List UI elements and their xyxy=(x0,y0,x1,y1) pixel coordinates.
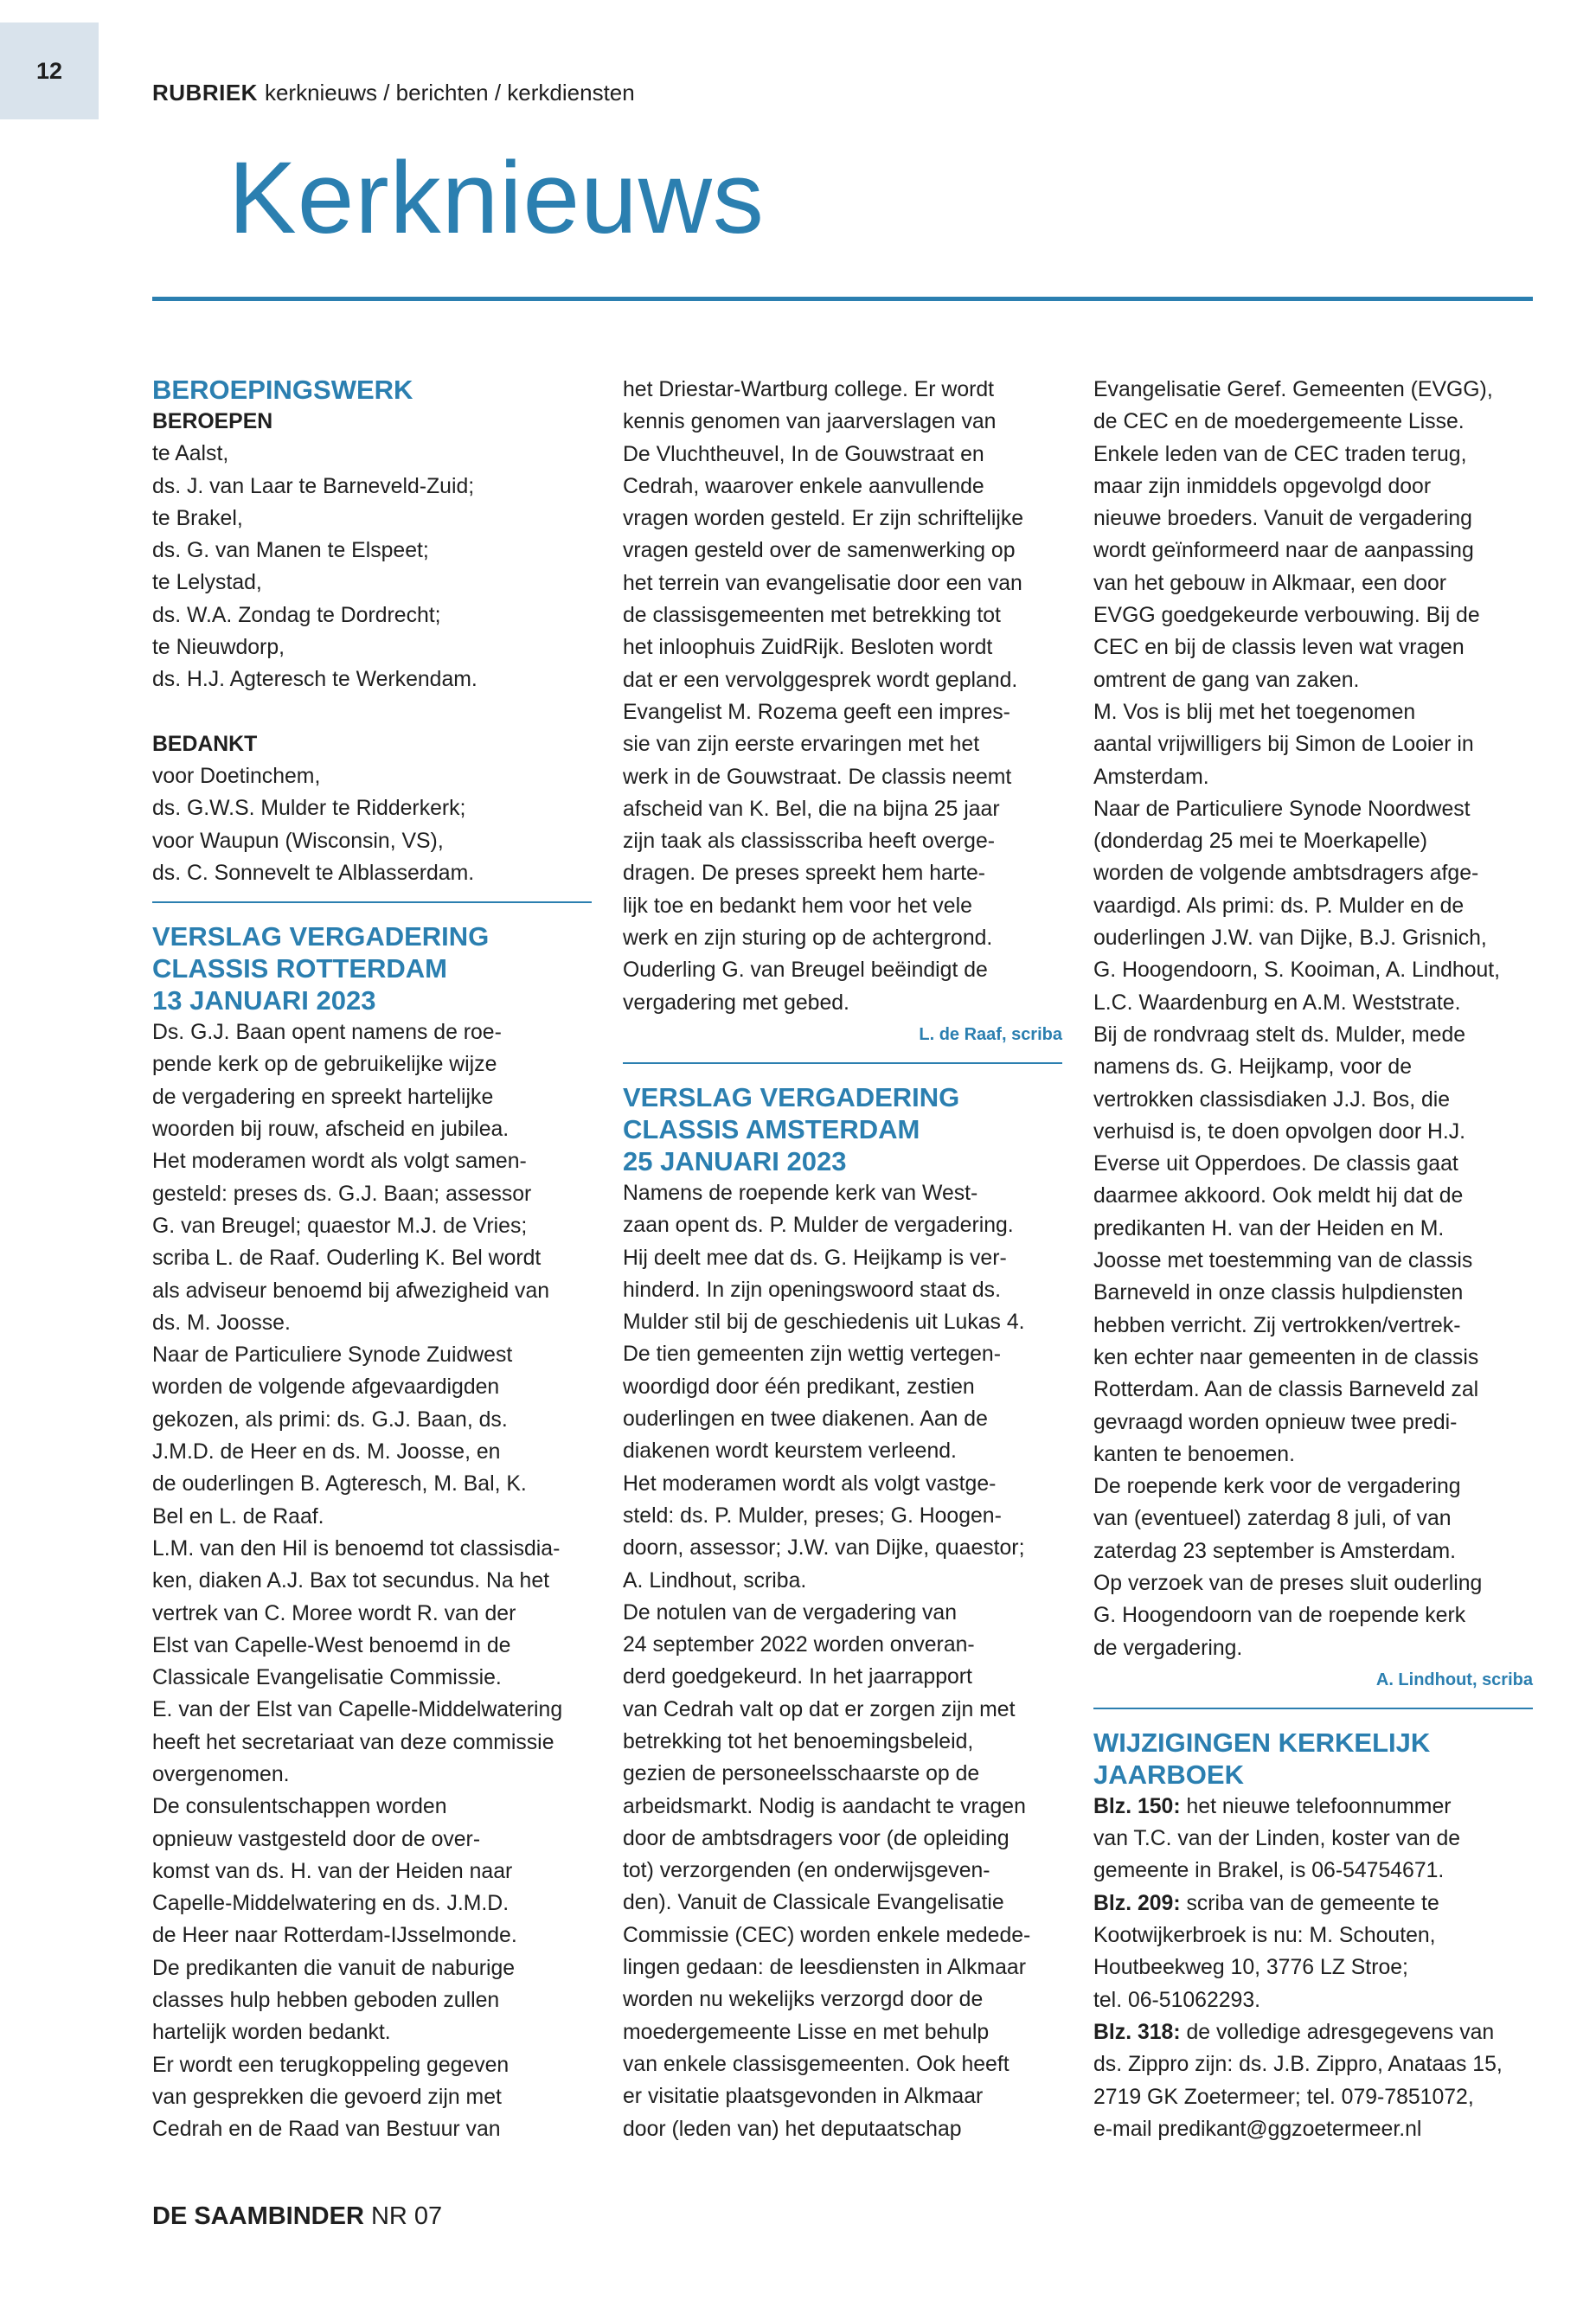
body-line: lingen gedaan: de leesdiensten in Alkmaar xyxy=(623,1956,1026,1980)
page-number: 12 xyxy=(0,22,99,119)
body-line: EVGG goedgekeurde verbouwing. Bij de xyxy=(1093,604,1480,628)
body-line: er visitatie plaatsgevonden in Alkmaar xyxy=(623,2085,984,2109)
body-line: Barneveld in onze classis hulpdiensten xyxy=(1093,1281,1464,1305)
body-line: G. Hoogendoorn van de roepende kerk xyxy=(1093,1604,1466,1628)
page-reference: Blz. 209: xyxy=(1093,1891,1181,1915)
body-line: afscheid van K. Bel, die na bijna 25 jaar xyxy=(623,797,1000,821)
body-line: hinderd. In zijn openingswoord staat ds. xyxy=(623,1278,1001,1302)
body-text: de volledige adresgegevens van xyxy=(1180,2020,1495,2044)
body-line: Mulder stil bij de geschiedenis uit Lukas 4. xyxy=(623,1311,1025,1335)
body-line: ds. M. Joosse. xyxy=(152,1311,291,1335)
body-line: daarmee akkoord. Ook meldt hij dat de xyxy=(1093,1184,1464,1208)
heading-line: JAARBOEK xyxy=(1093,1759,1244,1790)
body-line: 2719 GK Zoetermeer; tel. 079-7851072, xyxy=(1093,2085,1474,2109)
body-line: de classisgemeenten met betrekking tot xyxy=(623,604,1001,628)
body-text: scriba van de gemeente te xyxy=(1180,1891,1439,1915)
body-line: wordt geïnformeerd naar de aanpassing xyxy=(1093,539,1474,563)
page-title: Kerknieuws xyxy=(228,141,765,255)
body-line: werk en zijn sturing op de achtergrond. xyxy=(623,926,993,951)
heading-line: VERSLAG VERGADERING xyxy=(152,921,490,952)
article-body-amsterdam xyxy=(623,1177,1062,2145)
body-line: Kootwijkerbroek is nu: M. Schouten, xyxy=(1093,1924,1436,1948)
body-line: Naar de Particuliere Synode Zuidwest xyxy=(152,1343,513,1368)
body-line: hebben verricht. Zij vertrokken/vertrek- xyxy=(1093,1313,1461,1337)
page-reference: Blz. 318: xyxy=(1093,2020,1181,2044)
body-line: het terrein van evangelisatie door een van xyxy=(623,571,1022,595)
column-1 xyxy=(152,374,592,2146)
body-line: het inloophuis ZuidRijk. Besloten wordt xyxy=(623,636,993,660)
footer-magazine-issue xyxy=(152,2202,442,2231)
body-line xyxy=(1093,1888,1533,1920)
body-line: Er wordt een terugkoppeling gegeven xyxy=(152,2053,510,2077)
body-line: vergadering met gebed. xyxy=(623,990,849,1015)
column-3 xyxy=(1093,374,1533,2145)
body-line: hartelijk worden bedankt. xyxy=(152,2021,391,2045)
body-line: maar zijn inmiddels opgevolgd door xyxy=(1093,474,1432,498)
body-line: het Driestar-Wartburg college. Er wordt xyxy=(623,378,995,401)
body-line: e-mail predikant@ggzoetermeer.nl xyxy=(1093,2117,1422,2141)
body-line: J.M.D. de Heer en ds. M. Joosse, en xyxy=(152,1440,501,1465)
body-line: tot) verzorgenden (en onderwijsgeven- xyxy=(623,1859,990,1883)
body-line: gezien de personeelsschaarste op de xyxy=(623,1762,980,1786)
heading-line: CLASSIS ROTTERDAM xyxy=(152,953,447,984)
body-line: Elst van Capelle-West benoemd in de xyxy=(152,1633,511,1657)
body-line: de Heer naar Rotterdam-IJsselmonde. xyxy=(152,1924,517,1948)
body-line: aantal vrijwilligers bij Simon de Looier in xyxy=(1093,733,1474,757)
heading-verslag-amsterdam xyxy=(623,1081,1062,1177)
body-line: sie van zijn eerste ervaringen met het xyxy=(623,733,980,757)
body-line: woordigd door één predikant, zestien xyxy=(623,1375,975,1399)
body-line: De tien gemeenten zijn wettig vertegen- xyxy=(623,1343,1001,1367)
body-line: vertrokken classisdiaken J.J. Bos, die xyxy=(1093,1087,1451,1112)
body-line: moedergemeente Lisse en met behulp xyxy=(623,2020,990,2044)
body-line: Naar de Particuliere Synode Noordwest xyxy=(1093,797,1471,821)
body-line: ken echter naar gemeenten in de classis xyxy=(1093,1345,1479,1369)
body-line: Het moderamen wordt als volgt samen- xyxy=(152,1150,527,1174)
body-line: dragen. De preses spreekt hem harte- xyxy=(623,862,986,886)
wijziging-blz-318 xyxy=(1093,2016,1533,2145)
body-line: nieuwe broeders. Vanuit de vergadering xyxy=(1093,507,1472,531)
body-line xyxy=(1093,2016,1533,2048)
body-line: Enkele leden van de CEC traden terug, xyxy=(1093,442,1467,466)
magazine-name: DE SAAMBINDER xyxy=(152,2202,364,2230)
body-line: Hij deelt mee dat ds. G. Heijkamp is ver- xyxy=(623,1246,1007,1270)
list-item: voor Waupun (Wisconsin, VS), xyxy=(152,829,444,853)
body-line: zaan opent ds. P. Mulder de vergadering. xyxy=(623,1214,1014,1238)
signature-rotterdam: L. de Raaf, scriba xyxy=(919,1024,1062,1044)
heading-beroepingswerk: BEROEPINGSWERK xyxy=(152,375,413,405)
body-line: steld: ds. P. Mulder, preses; G. Hoogen- xyxy=(623,1503,1002,1528)
body-line: scriba L. de Raaf. Ouderling K. Bel wordt xyxy=(152,1247,542,1271)
body-line: betrekking tot het benoemingsbeleid, xyxy=(623,1729,974,1753)
body-line: van het gebouw in Alkmaar, een door xyxy=(1093,571,1447,595)
body-line: doorn, assessor; J.W. van Dijke, quaestor; xyxy=(623,1536,1025,1561)
body-line: dat er een vervolggesprek wordt gepland. xyxy=(623,668,1018,692)
list-item: te Aalst, xyxy=(152,442,229,466)
heading-line: 13 JANUARI 2023 xyxy=(152,985,376,1016)
body-line: De Vluchtheuvel, In de Gouwstraat en xyxy=(623,442,984,466)
subheading-bedankt: BEDANKT xyxy=(152,732,258,756)
body-line: Joosse met toestemming van de classis xyxy=(1093,1249,1473,1273)
body-line: de vergadering. xyxy=(1093,1636,1243,1660)
body-line: door de ambtsdragers voor (de opleiding xyxy=(623,1826,1010,1850)
list-item: te Brakel, xyxy=(152,506,243,530)
body-line: ds. Zippro zijn: ds. J.B. Zippro, Anataas 15, xyxy=(1093,2053,1503,2077)
body-line: worden de volgende afgevaardigden xyxy=(152,1375,500,1400)
body-line: vragen worden gesteld. Er zijn schriftelijke xyxy=(623,507,1024,531)
body-line: arbeidsmarkt. Nodig is aandacht te vragen xyxy=(623,1794,1026,1818)
body-line: A. Lindhout, scriba. xyxy=(623,1568,807,1593)
list-item: te Lelystad, xyxy=(152,571,262,595)
body-line: de ouderlingen B. Agteresch, M. Bal, K. xyxy=(152,1472,527,1497)
body-line: predikanten H. van der Heiden en M. xyxy=(1093,1216,1445,1240)
heading-verslag-rotterdam xyxy=(152,920,592,1016)
body-line: ouderlingen en twee diakenen. Aan de xyxy=(623,1407,988,1432)
page-reference: Blz. 150: xyxy=(1093,1794,1181,1818)
heading-line: 25 JANUARI 2023 xyxy=(623,1145,847,1176)
body-line: E. van der Elst van Capelle-Middelwatering xyxy=(152,1698,563,1722)
body-line: Op verzoek van de preses sluit ouderling xyxy=(1093,1571,1483,1595)
body-line: G. Hoogendoorn, S. Kooiman, A. Lindhout, xyxy=(1093,958,1501,983)
body-line: werk in de Gouwstraat. De classis neemt xyxy=(623,765,1012,789)
body-line: M. Vos is blij met het toegenomen xyxy=(1093,700,1416,724)
body-line: Houtbeekweg 10, 3776 LZ Stroe; xyxy=(1093,1956,1408,1980)
body-line: ken, diaken A.J. Bax tot secundus. Na het xyxy=(152,1569,550,1593)
heading-line: VERSLAG VERGADERING xyxy=(623,1081,960,1112)
body-line: worden de volgende ambtsdragers afge- xyxy=(1093,862,1479,886)
wijziging-blz-209 xyxy=(1093,1888,1533,2016)
list-item: voor Doetinchem, xyxy=(152,764,321,788)
body-line: gekozen, als primi: ds. G.J. Baan, ds. xyxy=(152,1407,508,1432)
body-line: van Cedrah valt op dat er zorgen zijn met xyxy=(623,1697,1016,1721)
body-line: gesteld: preses ds. G.J. Baan; assessor xyxy=(152,1182,532,1206)
body-line: ouderlingen J.W. van Dijke, B.J. Grisnich, xyxy=(1093,926,1487,951)
body-line: opnieuw vastgesteld door de over- xyxy=(152,1827,481,1851)
body-line: (donderdag 25 mei te Moerkapelle) xyxy=(1093,830,1427,854)
body-line: gevraagd worden opnieuw twee predi- xyxy=(1093,1410,1458,1434)
body-line: als adviseur benoemd bij afwezigheid van xyxy=(152,1279,550,1303)
body-line: classes hulp hebben geboden zullen xyxy=(152,1989,500,2013)
subheading-beroepen: BEROEPEN xyxy=(152,410,273,433)
body-line: Rotterdam. Aan de classis Barneveld zal xyxy=(1093,1378,1479,1402)
section-divider xyxy=(623,1062,1062,1064)
signature-amsterdam: A. Lindhout, scriba xyxy=(1375,1670,1533,1689)
body-line: vragen gesteld over de samenwerking op xyxy=(623,539,1016,563)
column-2 xyxy=(623,374,1062,2145)
body-line: woorden bij rouw, afscheid en jubilea. xyxy=(152,1118,510,1142)
body-line: 24 september 2022 worden onveran- xyxy=(623,1633,975,1657)
rubriek-label: RUBRIEK xyxy=(152,80,258,106)
body-line: Amsterdam. xyxy=(1093,765,1209,789)
body-line: De roepende kerk voor de vergadering xyxy=(1093,1475,1461,1499)
body-line: overgenomen. xyxy=(152,1762,290,1786)
body-line: Everse uit Opperdoes. De classis gaat xyxy=(1093,1152,1458,1176)
body-line: Evangelisatie Geref. Gemeenten (EVGG), xyxy=(1093,378,1493,401)
section-divider xyxy=(1093,1708,1533,1709)
bedankt-list xyxy=(152,760,592,889)
body-line: Capelle-Middelwatering en ds. J.M.D. xyxy=(152,1892,510,1916)
issue-number: NR 07 xyxy=(370,2202,443,2230)
body-line: Evangelist M. Rozema geeft een impres- xyxy=(623,700,1010,724)
section-breadcrumb xyxy=(152,80,635,106)
body-line: Classicale Evangelisatie Commissie. xyxy=(152,1666,502,1690)
body-line: Commissie (CEC) worden enkele medede- xyxy=(623,1923,1031,1947)
heading-line: WIJZIGINGEN KERKELIJK xyxy=(1093,1727,1431,1758)
body-line: verhuisd is, te doen opvolgen door H.J. xyxy=(1093,1119,1466,1144)
body-line: CEC en bij de classis leven wat vragen xyxy=(1093,636,1465,660)
body-line xyxy=(1093,1791,1533,1823)
body-line: Bel en L. de Raaf. xyxy=(152,1504,324,1529)
body-line: Bij de rondvraag stelt ds. Mulder, mede xyxy=(1093,1022,1466,1047)
body-line: zijn taak als classisscriba heeft overge- xyxy=(623,830,995,854)
rubriek-path: kerknieuws / berichten / kerkdiensten xyxy=(264,80,635,106)
body-line: door (leden van) het deputaatschap xyxy=(623,2117,962,2141)
article-body-rotterdam xyxy=(152,1016,592,2145)
body-line: van (eventueel) zaterdag 8 juli, of van xyxy=(1093,1507,1452,1531)
list-item: ds. W.A. Zondag te Dordrecht; xyxy=(152,603,441,627)
body-line: L.M. van den Hil is benoemd tot classisdia- xyxy=(152,1536,561,1561)
body-line: lijk toe en bedankt hem voor het vele xyxy=(623,894,972,918)
body-line: diakenen wordt keurstem verleend. xyxy=(623,1439,957,1464)
body-line: De predikanten die vanuit de naburige xyxy=(152,1956,516,1980)
body-line: komst van ds. H. van der Heiden naar xyxy=(152,1859,513,1883)
body-line: Ouderling G. van Breugel beëindigt de xyxy=(623,958,988,983)
heading-wijzigingen-jaarboek xyxy=(1093,1727,1533,1791)
body-line: vaardigd. Als primi: ds. P. Mulder en de xyxy=(1093,894,1465,918)
wijziging-blz-150 xyxy=(1093,1791,1533,1888)
body-line: den). Vanuit de Classicale Evangelisatie xyxy=(623,1891,1004,1915)
section-divider xyxy=(152,901,592,903)
body-line: van T.C. van der Linden, koster van de xyxy=(1093,1827,1461,1851)
body-line: pende kerk op de gebruikelijke wijze xyxy=(152,1053,497,1077)
list-item: ds. C. Sonnevelt te Alblasserdam. xyxy=(152,861,475,885)
body-line: Cedrah, waarover enkele aanvullende xyxy=(623,474,984,498)
body-line: omtrent de gang van zaken. xyxy=(1093,668,1360,692)
body-line: derd goedgekeurd. In het jaarrapport xyxy=(623,1665,972,1689)
body-line: G. van Breugel; quaestor M.J. de Vries; xyxy=(152,1214,528,1238)
body-line: Namens de roepende kerk van West- xyxy=(623,1181,978,1205)
heading-line: CLASSIS AMSTERDAM xyxy=(623,1113,920,1144)
body-line: tel. 06-51062293. xyxy=(1093,1988,1261,2012)
body-line: de CEC en de moedergemeente Lisse. xyxy=(1093,410,1465,434)
body-line: De notulen van de vergadering van xyxy=(623,1600,957,1625)
beroepen-list xyxy=(152,438,592,695)
body-line: kanten te benoemen. xyxy=(1093,1442,1295,1466)
body-line: gemeente in Brakel, is 06-54754671. xyxy=(1093,1859,1445,1883)
article-body-amsterdam-continued xyxy=(1093,374,1533,1664)
body-line: kennis genomen van jaarverslagen van xyxy=(623,410,997,434)
body-line: namens ds. G. Heijkamp, voor de xyxy=(1093,1055,1412,1080)
body-line: Ds. G.J. Baan opent namens de roe- xyxy=(152,1021,502,1045)
body-text: het nieuwe telefoonnummer xyxy=(1180,1794,1452,1818)
list-item: ds. J. van Laar te Barneveld-Zuid; xyxy=(152,474,475,498)
list-item: ds. H.J. Agteresch te Werkendam. xyxy=(152,668,478,692)
list-item: te Nieuwdorp, xyxy=(152,636,285,660)
list-item: ds. G.W.S. Mulder te Ridderkerk; xyxy=(152,797,466,821)
body-line: van gesprekken die gevoerd zijn met xyxy=(152,2085,502,2109)
body-line: L.C. Waardenburg en A.M. Weststrate. xyxy=(1093,990,1461,1015)
body-line: vertrek van C. Moree wordt R. van der xyxy=(152,1601,516,1625)
body-line: Het moderamen wordt als volgt vastge- xyxy=(623,1471,997,1496)
article-body-rotterdam-continued xyxy=(623,374,1062,1019)
body-line: heeft het secretariaat van deze commissie xyxy=(152,1730,554,1754)
body-line: De consulentschappen worden xyxy=(152,1795,447,1819)
list-item: ds. G. van Manen te Elspeet; xyxy=(152,539,429,563)
title-divider xyxy=(152,297,1533,301)
body-line: de vergadering en spreekt hartelijke xyxy=(152,1085,494,1109)
body-line: zaterdag 23 september is Amsterdam. xyxy=(1093,1539,1456,1563)
body-line: van enkele classisgemeenten. Ook heeft xyxy=(623,2052,1010,2076)
body-line: Cedrah en de Raad van Bestuur van xyxy=(152,2118,501,2142)
body-line: worden nu wekelijks verzorgd door de xyxy=(623,1988,984,2012)
